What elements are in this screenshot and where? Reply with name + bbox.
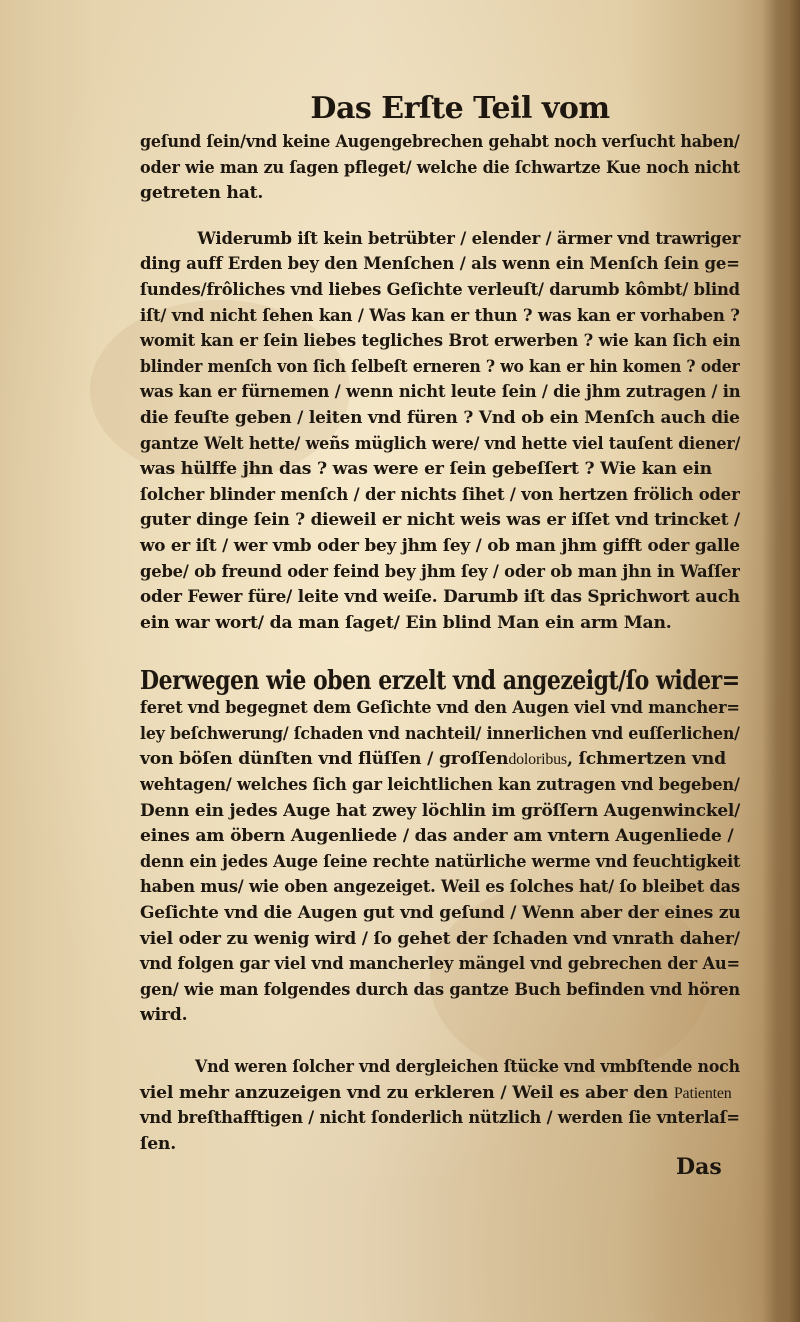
paragraph-spacer bbox=[140, 207, 740, 227]
text-line: was kan er fürnemen / wenn nicht leute ſein / die jhm zutragen / in bbox=[140, 382, 741, 403]
text-line: feret vnd begegnet dem Geſichte vnd den Augen viel vnd mancher= bbox=[140, 698, 740, 719]
running-head: Das Erſte Teil vom bbox=[310, 91, 610, 126]
text-line: ſolcher blinder menſch / der nichts ſihet / von hertzen frölich oder bbox=[140, 484, 740, 505]
text-line: ſen. bbox=[140, 1133, 177, 1154]
text-line: gen/ wie man folgendes durch das gantze Buch befinden vnd hören bbox=[140, 979, 740, 1000]
text-line: gantze Welt hette/ weñs müglich were/ vnd hette viel tauſent diener/ bbox=[140, 433, 741, 454]
text-line: die feuſte geben / leiten vnd füren ? Vnd ob ein Menſch auch die bbox=[140, 407, 740, 428]
text-line: ding auff Erden bey den Menſchen / als wenn ein Menſch ſein ge= bbox=[140, 254, 740, 275]
text-segment: , ſchmertzen vnd bbox=[566, 749, 726, 770]
text-line: getreten hat. bbox=[140, 183, 264, 204]
paragraph-4 bbox=[140, 1055, 740, 1157]
text-line: womit kan er ſein liebes tegliches Brot erwerben ? wie kan ſich ein bbox=[140, 331, 741, 352]
latin-term: doloribus bbox=[508, 751, 567, 769]
text-line bbox=[140, 1081, 740, 1107]
section-opening-line: Derwegen wie oben erzelt vnd angezeigt/ſo wider= bbox=[140, 666, 740, 697]
text-line bbox=[140, 747, 740, 773]
text-line: Denn ein jedes Auge hat zwey löchlin im gröſſern Augenwinckel/ bbox=[140, 800, 741, 821]
text-line: geſund ſein/vnd keine Augengebrechen gehabt noch verſucht haben/ bbox=[140, 132, 740, 152]
text-line: eines am öbern Augenliede / das ander am vntern Augenliede / bbox=[140, 826, 734, 847]
page-gutter-shadow bbox=[762, 0, 800, 1322]
paragraph-spacer bbox=[140, 1029, 740, 1055]
text-line: ſundes/frôliches vnd liebes Geſichte verleuſt/ darumb kômbt/ blind bbox=[140, 279, 740, 300]
text-line: wehtagen/ welches ſich gar leichtlichen kan zutragen vnd begeben/ bbox=[140, 775, 740, 796]
paragraph-1 bbox=[140, 130, 740, 207]
text-line: oder Fewer füre/ leite vnd weiſe. Darumb iſt das Sprichwort auch bbox=[140, 587, 740, 608]
text-line: blinder menſch von ſich ſelbeſt erneren ? wo kan er hin komen ? oder bbox=[140, 356, 740, 377]
paragraph-2 bbox=[140, 227, 740, 637]
text-line: haben mus/ wie oben angezeiget. Weil es ſolches hat/ ſo bleibet das bbox=[140, 877, 740, 898]
text-line: oder wie man zu ſagen pfleget/ welche die ſchwartze Kue noch nicht bbox=[140, 157, 740, 178]
text-line: was hülffe jhn das ? was were er ſein gebeſſert ? Wie kan ein bbox=[140, 459, 712, 480]
text-line: Widerumb iſt kein betrübter / elender / ärmer vnd trawriger bbox=[197, 228, 741, 249]
latin-term: Patienten bbox=[673, 1084, 732, 1102]
text-line: Geſichte vnd die Augen gut vnd geſund / Wenn aber der eines zu bbox=[140, 903, 741, 924]
text-line: wird. bbox=[140, 1005, 188, 1026]
text-block bbox=[140, 92, 740, 1157]
catchword: Das bbox=[676, 1154, 722, 1180]
text-segment: von böſen dünſten vnd flüſſen / groſſen bbox=[140, 749, 509, 770]
text-line: ley beſchwerung/ ſchaden vnd nachteil/ innerlichen vnd euſſerlichen/ bbox=[140, 723, 740, 744]
text-line: iſt/ vnd nicht ſehen kan / Was kan er thun ? was kan er vorhaben ? bbox=[140, 305, 740, 326]
text-line: denn ein jedes Auge ſeine rechte natürliche werme vnd feuchtigkeit bbox=[140, 851, 741, 872]
text-line: vnd folgen gar viel vnd mancherley mängel vnd gebrechen der Au= bbox=[140, 954, 740, 975]
text-line: viel oder zu wenig wird / ſo gehet der ſchaden vnd vnrath daher/ bbox=[140, 928, 740, 949]
text-line: guter dinge ſein ? dieweil er nicht weis was er iſſet vnd trincket / bbox=[140, 510, 741, 531]
text-line: vnd breſthafftigen / nicht ſonderlich nützlich / werden ſie vnterlaſ= bbox=[140, 1108, 740, 1129]
paragraph-3 bbox=[140, 666, 740, 1029]
text-line: gebe/ ob freund oder feind bey jhm ſey / oder ob man jhn in Waſſer bbox=[140, 561, 740, 582]
text-line: ein war wort/ da man ſaget/ Ein blind Man ein arm Man. bbox=[140, 612, 672, 633]
text-segment: viel mehr anzuzeigen vnd zu erkleren / Weil es aber den bbox=[140, 1082, 669, 1103]
text-line: wo er iſt / wer vmb oder bey jhm ſey / ob man jhm gifft oder galle bbox=[140, 535, 740, 556]
paragraph-spacer bbox=[140, 636, 740, 666]
text-line: Vnd weren ſolcher vnd dergleichen ſtücke vnd vmbſtende noch bbox=[195, 1057, 740, 1077]
